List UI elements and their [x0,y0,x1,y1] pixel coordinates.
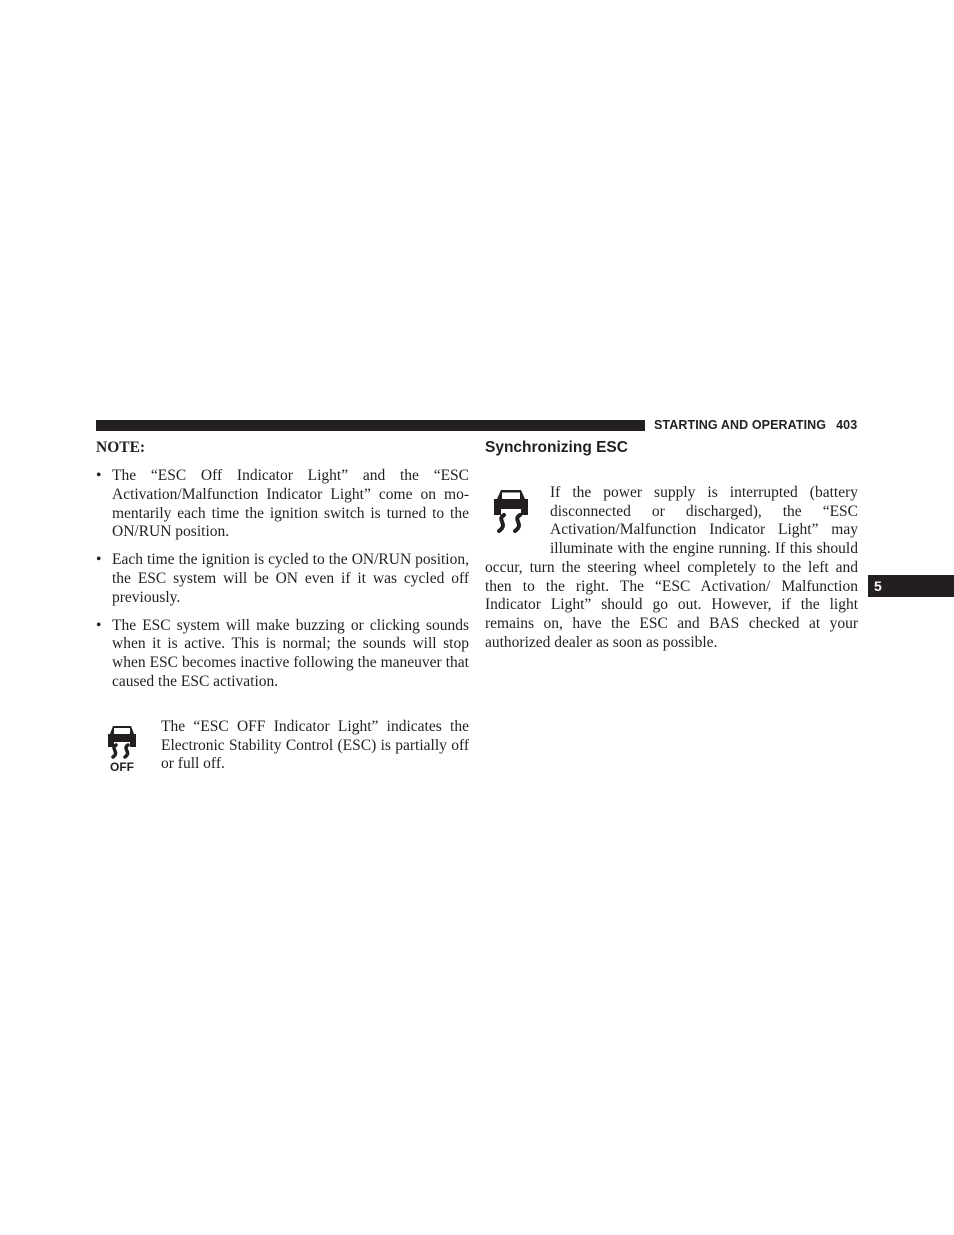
section-title: STARTING AND OPERATING [654,418,827,432]
sync-paragraph: If the power supply is interrupted (battery disconnected or discharged), the “ESC Activation/Malfunction Indicator Light” may illuminate with the engine running. If this should occur, turn the steering wheel completely to the left and then to the right. The “ESC Activation/ Malfunction Indicator Light” should go out. However, if the light remains on, have the ESC and BAS checked at your authorized dealer as soon as possible. [485,484,858,651]
esc-off-icon-label: OFF [110,759,134,774]
esc-skidding-car-icon [485,484,541,544]
right-column [485,438,858,652]
left-column [96,438,469,778]
page-number: 403 [836,418,858,432]
note-bullet-list [96,467,469,692]
bullet-glyph: • [96,616,102,634]
esc-off-paragraph: The “ESC OFF Indicator Light” indicates the Electronic Stability Control (ESC) is partially off or full off. [161,717,469,773]
section-heading: Synchronizing ESC [485,439,628,456]
esc-off-skidding-car-icon [96,718,161,778]
chapter-tab [868,575,954,597]
chapter-number: 5 [874,578,882,594]
bullet-glyph: • [96,551,102,569]
bullet-glyph: • [96,467,102,484]
bullet-text: The “ESC Off Indicator Light” and the “ESC Activation/Malfunction Indicator Light” come on mo-mentarily each time the ignition switch is turned to the ON/RUN position. [112,467,469,541]
running-header [654,418,857,432]
list-item [96,467,469,542]
bullet-text: Each time the ignition is cycled to the ON/RUN position, the ESC system will be ON even if it was cycled off previously. [112,551,469,606]
note-heading: NOTE: [96,439,146,456]
list-item [96,551,469,607]
list-item [96,617,469,692]
header-rule [96,420,645,431]
synchronizing-esc-block [485,484,858,652]
bullet-text: The ESC system will make buzzing or clicking sounds when it is active. This is normal; the sounds will stop when ESC becomes inactive following the maneuver that caused the ESC activation. [112,616,469,690]
esc-off-indicator-block [96,718,469,778]
